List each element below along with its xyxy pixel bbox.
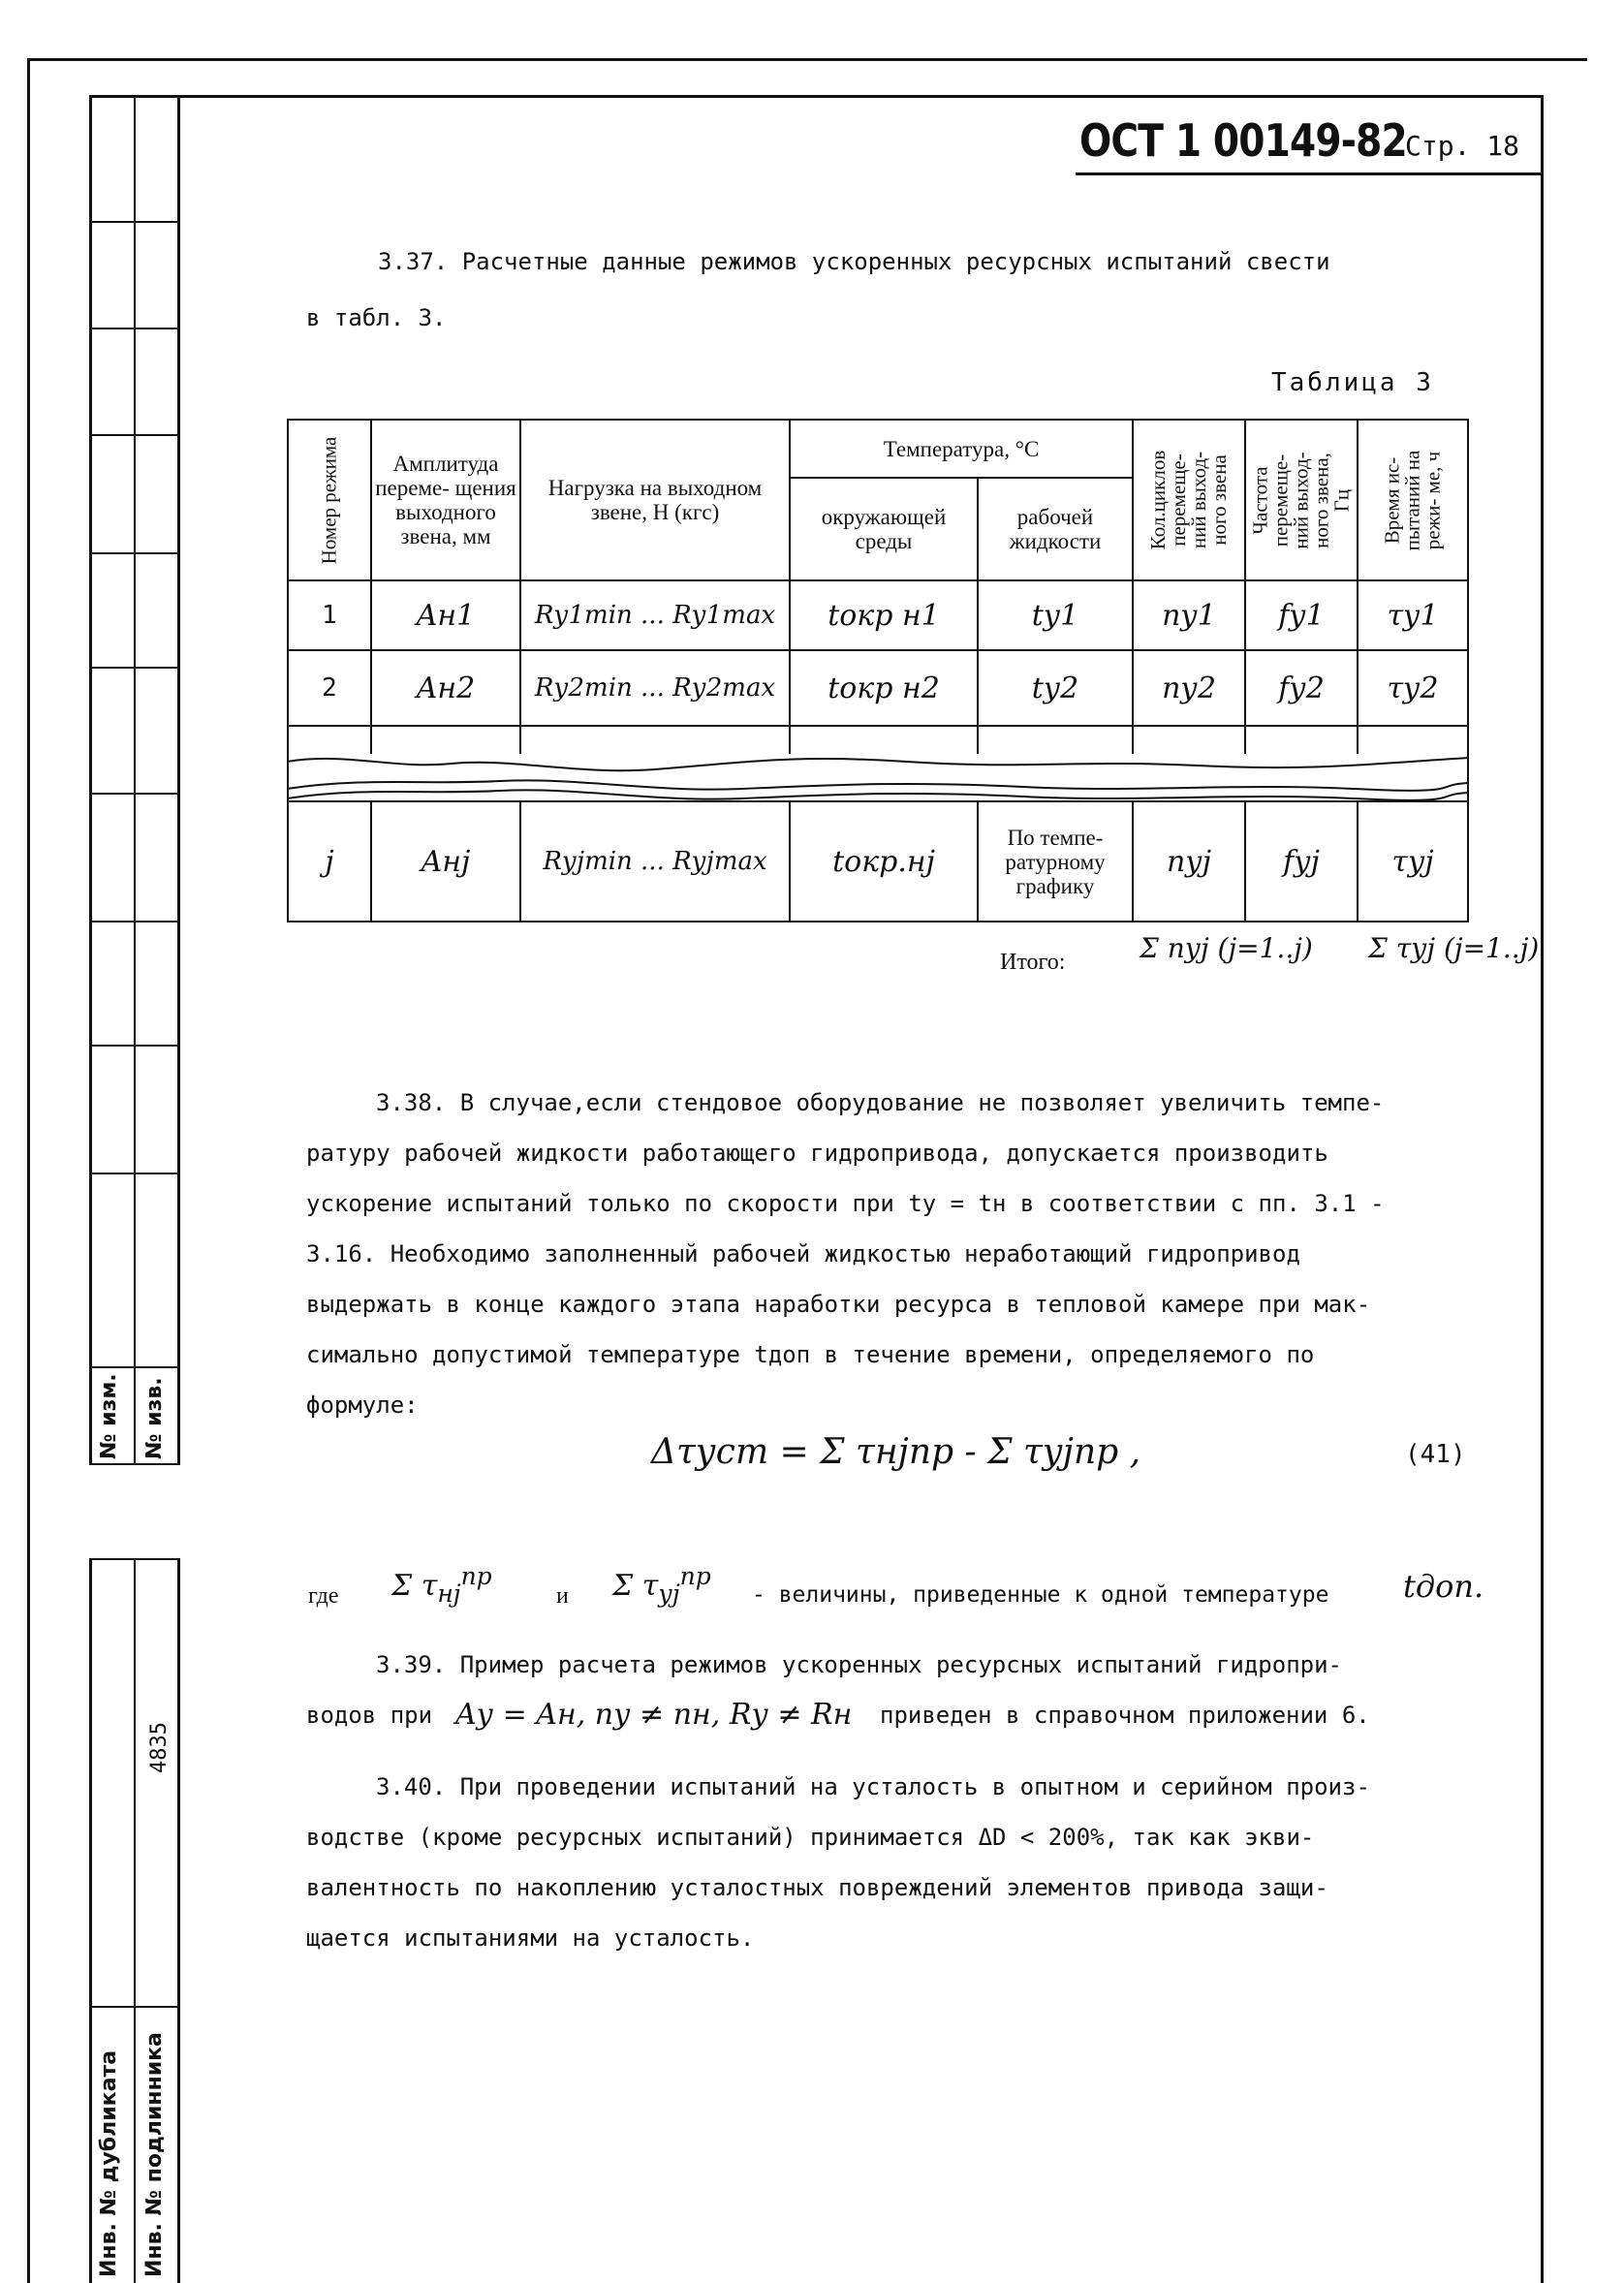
header-load: Нагрузка на выходном звене, Н (кгс) xyxy=(519,419,791,581)
modes-table xyxy=(287,419,1469,923)
margin-cell-line xyxy=(89,921,180,923)
row1-amplitude: Aн1 xyxy=(370,579,521,651)
margin-cell-line xyxy=(89,2006,180,2008)
change-no-label: № изм. xyxy=(97,1373,121,1459)
row2-time: τу2 xyxy=(1357,649,1469,727)
frame-top-band xyxy=(180,95,1544,98)
header-cycles: Кол.циклов перемеще- ний выход- ного звена xyxy=(1132,419,1246,581)
row2-mode: 2 xyxy=(287,649,372,727)
margin-gap xyxy=(89,1465,180,1558)
margin-cell-line xyxy=(89,667,180,669)
row1-load: Rу1min ... Rу1max xyxy=(519,579,791,651)
header-frequency: Частота перемеще- ний выход- ного звена, Гц xyxy=(1244,419,1359,581)
margin-cell-line xyxy=(89,1558,180,1560)
p340-line1: 3.40. При проведении испытаний на усталость в опытном и серийном произ- xyxy=(376,1773,1370,1800)
p337-line1: 3.37. Расчетные данные режимов ускоренных ресурсных испытаний свести xyxy=(378,248,1330,275)
p338-line2: ратуру рабочей жидкости работающего гидропривода, допускается производить xyxy=(306,1140,1328,1167)
p337-line2: в табл. 3. xyxy=(306,304,447,331)
standard-code: ОСТ 1 00149-82 xyxy=(1079,114,1407,167)
table-caption: Таблица 3 xyxy=(1271,368,1434,397)
row2-frequency: fу2 xyxy=(1244,649,1359,727)
p338-line5: выдержать в конце каждого этапа наработки ресурса в тепловой камере при мак- xyxy=(306,1291,1371,1318)
where-tail: - величины, приведенные к одной температуре xyxy=(752,1582,1329,1608)
p338-line4: 3.16. Необходимо заполненный рабочей жидкостью неработающий гидропривод xyxy=(306,1240,1300,1267)
rowj-ambient: tокр.нj xyxy=(789,800,979,923)
header-temperature: Температура, °С xyxy=(789,419,1134,479)
rowj-frequency: fуj xyxy=(1244,800,1359,923)
p338-line1: 3.38. В случае,если стендовое оборудование не позволяет увеличить темпе- xyxy=(376,1089,1385,1116)
header-amplitude: Амплитуда переме- щения выходного звена, мм xyxy=(370,419,521,581)
margin-cell-line xyxy=(89,552,180,554)
frame-left-line xyxy=(27,58,30,2283)
row1-ambient: tокр н1 xyxy=(789,579,979,651)
p338-line3: ускорение испытаний только по скорости при tу = tн в соответствии с пп. 3.1 - xyxy=(306,1190,1385,1217)
margin-cell-line xyxy=(89,1366,180,1368)
row2-ambient: tокр н2 xyxy=(789,649,979,727)
p339-line1: 3.39. Пример расчета режимов ускоренных ресурсных испытаний гидропри- xyxy=(376,1651,1342,1678)
header-mode: Номер режима xyxy=(287,419,372,581)
and-label: и xyxy=(556,1583,569,1609)
p340-line4: щается испытаниями на усталость. xyxy=(306,1924,755,1952)
stamp-number: 4835 xyxy=(147,1722,172,1773)
margin-cell-line xyxy=(89,221,180,223)
margin-cell-line xyxy=(89,434,180,436)
document-header xyxy=(1076,109,1541,175)
p339-math: Aу = Aн, nу ≠ nн, Rу ≠ Rн xyxy=(455,1698,853,1732)
duplicate-inventory-label: Инв. № дубликата xyxy=(97,2049,121,2277)
margin-cell-line xyxy=(89,1173,180,1174)
rowj-load: Rуjmin ... Rуjmax xyxy=(519,800,791,923)
rowj-amplitude: Aнj xyxy=(370,800,521,923)
row1-frequency: fу1 xyxy=(1244,579,1359,651)
where-sum-y: Σ $\tau_{уj}^{пр}$ xyxy=(612,1562,711,1608)
margin-cell-line xyxy=(89,328,180,329)
p338-line6: симально допустимой температуре tдоп в течение времени, определяемого по xyxy=(306,1341,1315,1368)
total-cycles: Σ nуj (j=1..j) xyxy=(1140,932,1313,964)
margin-cell-line xyxy=(89,793,180,795)
rowj-mode: j xyxy=(287,800,372,923)
total-time: Σ τуj (j=1..j) xyxy=(1368,932,1540,964)
row1-time: τу1 xyxy=(1357,579,1469,651)
p339-line2a: водов при xyxy=(306,1702,433,1729)
row2-load: Rу2min ... Rу2max xyxy=(519,649,791,727)
row1-fluid: tу1 xyxy=(977,579,1134,651)
p340-line3: валентность по накоплению усталостных повреждений элементов привода защи- xyxy=(306,1874,1328,1901)
frame-top-line xyxy=(27,58,1587,61)
rowj-time: τуj xyxy=(1357,800,1469,923)
formula-41: Δτуст = Σ τнjпр - Σ τуjпр , xyxy=(651,1432,1141,1472)
header-fluid: рабочей жидкости xyxy=(977,477,1134,581)
page-number: Стр. 18 xyxy=(1405,130,1520,162)
row1-cycles: nу1 xyxy=(1132,579,1246,651)
row1-mode: 1 xyxy=(287,579,372,651)
frame-right-line xyxy=(1541,95,1544,2283)
where-temp: tдоп. xyxy=(1403,1568,1484,1605)
total-label: Итого: xyxy=(1000,950,1066,975)
header-ambient: окружающей среды xyxy=(789,477,979,581)
p338-line7: формуле: xyxy=(306,1392,419,1419)
where-label: где xyxy=(308,1583,339,1609)
notice-no-label: № изв. xyxy=(142,1377,167,1459)
row2-cycles: nу2 xyxy=(1132,649,1246,727)
rowj-cycles: nуj xyxy=(1132,800,1246,923)
row2-fluid: tу2 xyxy=(977,649,1134,727)
original-inventory-label: Инв. № подлинника xyxy=(142,2032,167,2277)
row2-amplitude: Aн2 xyxy=(370,649,521,727)
p339-line2b: приведен в справочном приложении 6. xyxy=(880,1702,1370,1729)
header-time: Время ис- пытаний на режи- ме, ч xyxy=(1357,419,1469,581)
formula-41-number: (41) xyxy=(1405,1440,1466,1469)
where-sum-h: Σ $\tau_{нj}^{пр}$ xyxy=(391,1562,492,1608)
margin-cell-line xyxy=(89,1045,180,1047)
p340-line2: водстве (кроме ресурсных испытаний) принимается ΔD < 200%, так как экви- xyxy=(306,1824,1315,1851)
margin-divider xyxy=(134,95,136,2283)
rowj-fluid: По темпе- ратурному графику xyxy=(977,800,1134,923)
